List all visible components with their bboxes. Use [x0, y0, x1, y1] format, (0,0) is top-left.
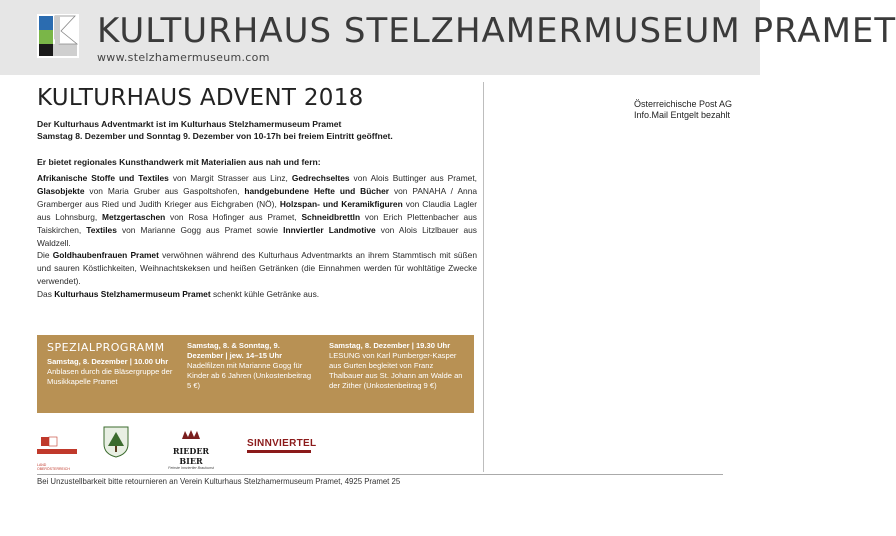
sponsor-logos	[37, 424, 477, 471]
vendor-detail: von PANAHA / Anna Gramberger aus Ried und Judith Krieger aus Eichgraben (NÖ),	[37, 185, 478, 209]
land-ooe-label: LAND OBERÖSTERREICH	[37, 463, 70, 471]
vendor-list	[37, 172, 477, 301]
postage-notice	[634, 99, 732, 121]
goldhauben-paragraph	[37, 249, 477, 288]
special-column-1	[47, 341, 177, 387]
lead-text: Er bietet regionales Kunsthandwerk mit Materialien aus nah und fern:	[37, 157, 321, 167]
vendor-item: Metzgertaschen	[101, 211, 166, 222]
address-divider	[483, 82, 484, 472]
vendor-item: Afrikanische Stoffe und Textiles	[37, 173, 169, 183]
text-fragment: schenkt kühle Getränke aus.	[210, 289, 320, 300]
special-text-2: Nadelfilzen mit Marianne Gogg für Kinder ab 6 Jahren (Unkostenbeitrag 5 €)	[187, 361, 312, 390]
sinnviertel-label: SINNVIERTEL	[247, 438, 317, 449]
vendor-detail: von Marianne Gogg aus Pramet sowie	[116, 224, 284, 235]
vendor-item: Gedrechseltes	[291, 173, 350, 183]
text-fragment: Die	[37, 250, 53, 261]
page-title: KULTURHAUS ADVENT 2018	[37, 85, 364, 111]
special-column-2	[187, 341, 317, 391]
sinnviertel-logo	[247, 438, 321, 453]
special-date-3: Samstag, 8. Dezember | 19.30 Uhr	[329, 341, 451, 350]
museum-name: Kulturhaus Stelzhamermuseum Pramet	[54, 289, 211, 300]
footer-divider	[37, 474, 723, 475]
intro-line-1: Der Kulturhaus Adventmarkt ist im Kulturhaus Stelzhamermuseum Pramet	[37, 119, 342, 129]
vendor-item: Glasobjekte	[37, 185, 85, 196]
special-text-3: LESUNG von Karl Pumberger-Kasper aus Gurten begleitet von Franz Thalbauer aus St. Johann am Walde an der Zither (Unkostenbeitrag 9 €)	[329, 351, 463, 390]
special-column-3	[329, 341, 464, 391]
vendor-item: Textiles	[86, 224, 117, 235]
site-url[interactable]: www.stelzhamermuseum.com	[97, 51, 270, 64]
vendor-item: handgebundene Hefte und Bücher	[244, 185, 390, 196]
vendor-detail: von Claudia Lagler aus Lohnsburg,	[37, 198, 478, 222]
goldhauben-name: Goldhaubenfrauen Pramet	[52, 250, 159, 261]
rieder-bier-logo	[161, 428, 221, 470]
vendor-detail: von Alois Litzlbauer aus Waldzell.	[37, 224, 477, 248]
special-program-box	[37, 335, 474, 413]
special-date-2: Samstag, 8. & Sonntag, 9. Dezember | jew. 14–15 Uhr	[187, 341, 283, 360]
text-fragment: verwöhnen während des Kulturhaus Adventmarkts an ihrem Stammtisch mit süßen und sauren Köstlichkeiten, Weihnachtskeksen und heißen Getränken (die Einnahmen werden für wohltätige Zwecke verwendet).	[37, 250, 477, 287]
crest-icon	[103, 426, 129, 458]
drinks-paragraph	[37, 288, 477, 301]
sinnviertel-bar	[247, 450, 311, 453]
land-ooe-icon	[37, 434, 77, 458]
special-date-1: Samstag, 8. Dezember | 10.00 Uhr	[47, 357, 169, 366]
header-band	[0, 0, 896, 75]
vendor-detail: von Rosa Hofinger aus Pramet,	[165, 211, 302, 222]
vendor-item: Schneidbrettln	[301, 211, 361, 222]
vendor-detail: von Maria Gruber aus Gaspoltshofen,	[84, 185, 245, 196]
kulturhaus-logo	[37, 14, 79, 58]
special-text-1: Anblasen durch die Bläsergruppe der Musikkapelle Pramet	[47, 367, 173, 386]
special-heading: SPEZIALPROGRAMM	[47, 341, 165, 354]
intro-text	[37, 118, 477, 142]
site-title: KULTURHAUS STELZHAMERMUSEUM PRAMET	[97, 11, 896, 51]
vendor-paragraph	[37, 172, 477, 249]
text-fragment: Das	[37, 289, 55, 300]
vendor-item: Innviertler Landmotive	[283, 224, 376, 235]
rieder-bier-label: RIEDER BIER	[172, 446, 210, 466]
rieder-crest-icon	[180, 429, 202, 441]
intro-line-2: Samstag 8. Dezember und Sonntag 9. Dezember von 10-17h bei freiem Eintritt geöffnet.	[37, 131, 393, 141]
vendor-item: Holzspan- und Keramikfiguren	[279, 198, 403, 209]
return-address: Bei Unzustellbarkeit bitte retournieren an Verein Kulturhaus Stelzhamermuseum Pramet, 4925 Pramet 25	[37, 477, 401, 486]
rieder-bier-tagline: Feinste Innviertler Braukunst	[168, 466, 214, 470]
land-ooe-logo	[37, 434, 77, 471]
pramet-crest	[103, 426, 129, 463]
vendor-detail: von Alois Buttinger aus Pramet,	[349, 173, 477, 183]
postage-line-2: Info.Mail Entgelt bezahlt	[634, 110, 731, 120]
vendor-detail: von Margit Strasser aus Linz,	[168, 173, 292, 183]
vendor-detail: von Erich Plettenbacher aus Taiskirchen,	[37, 211, 477, 235]
postage-line-1: Österreichische Post AG	[634, 99, 733, 109]
